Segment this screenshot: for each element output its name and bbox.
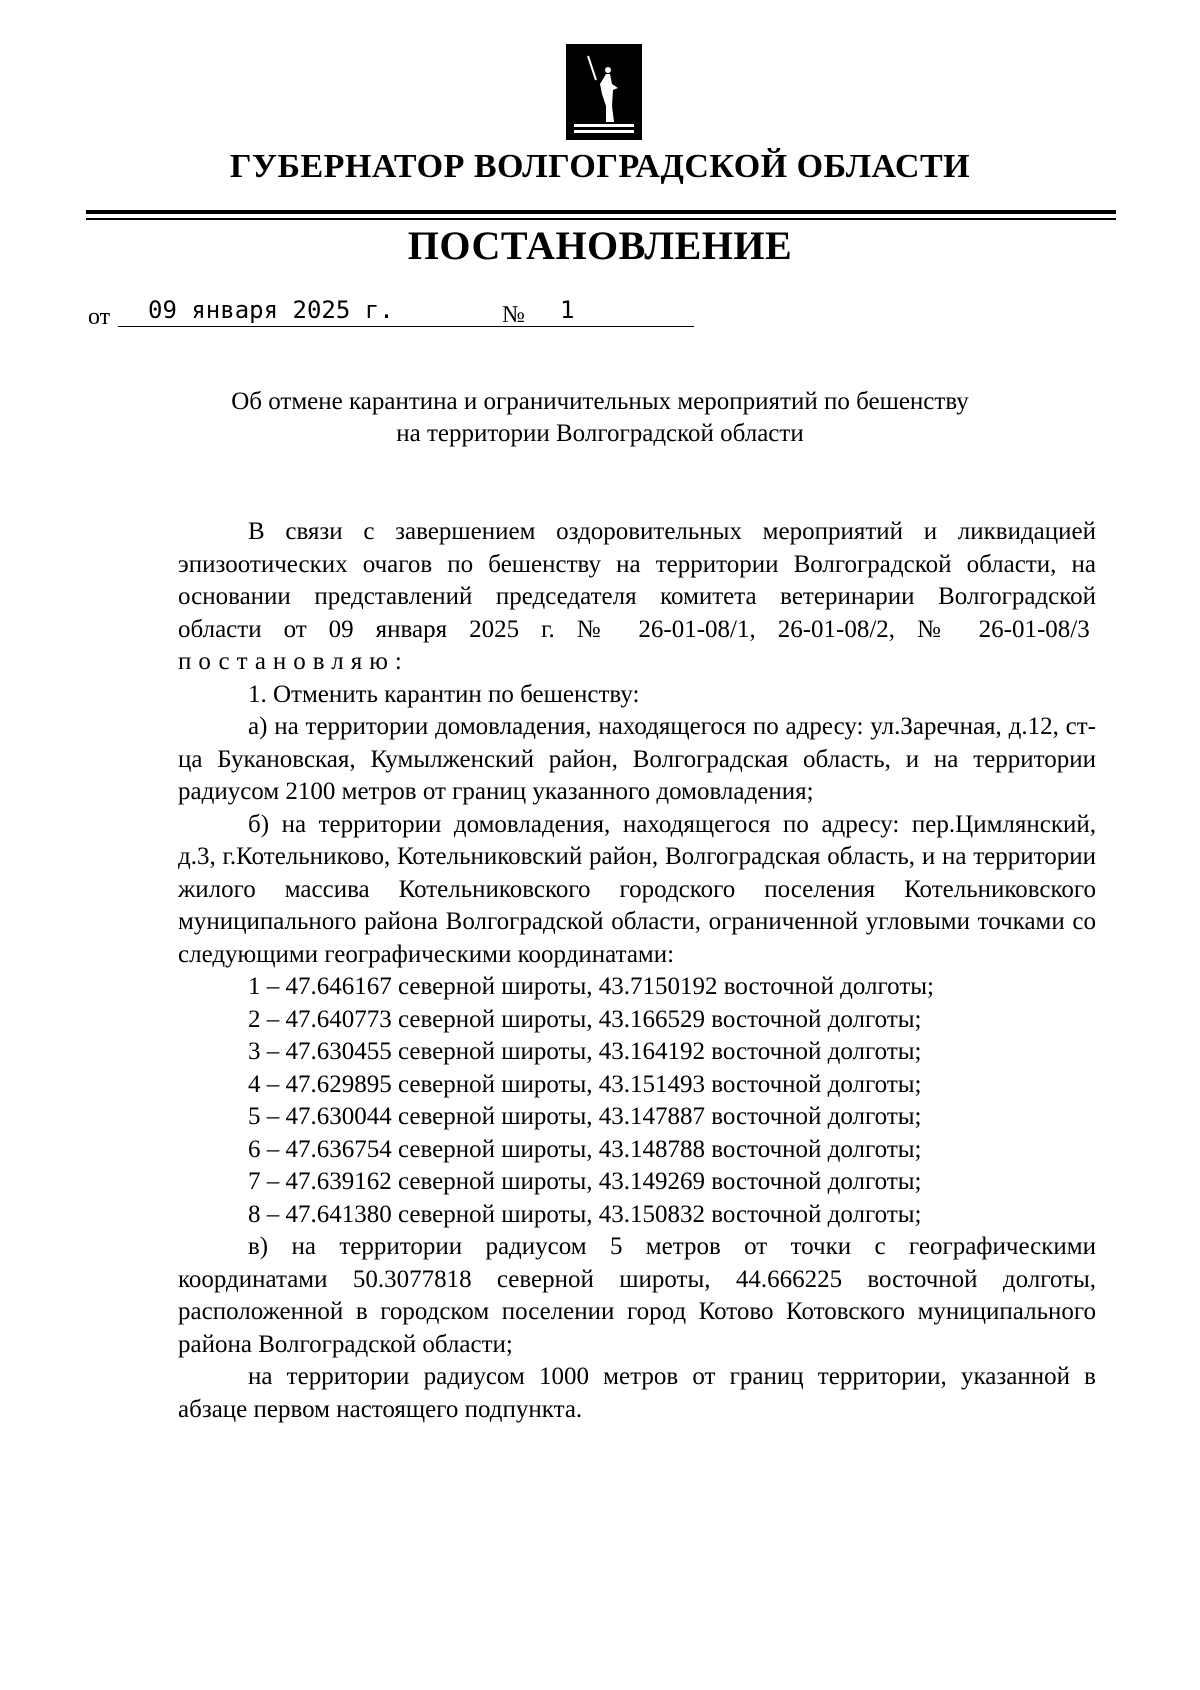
item-v: в) на территории радиусом 5 метров от точки с географическими координатами 50.3077818 северной широты, 44.666225 восточной долготы, расположенной в городском поселении город Котово Котовского муниципального района Волгоградской области; <box>178 1233 1096 1358</box>
number-label: № <box>502 302 525 328</box>
coordinate-line: 1 – 47.646167 северной широты, 43.7150192 восточной долготы; <box>248 973 934 1000</box>
coordinate-line: 7 – 47.639162 северной широты, 43.149269 восточной долготы; <box>248 1168 922 1195</box>
document-body <box>178 516 1096 1426</box>
motherland-statue-icon <box>566 44 642 140</box>
issuer-title: ГУБЕРНАТОР ВОЛГОГРАДСКОЙ ОБЛАСТИ <box>229 148 971 185</box>
date-number-line <box>88 296 708 330</box>
header-divider-thick <box>86 210 1116 214</box>
decree-word: постановляю: <box>178 648 409 675</box>
item-b: б) на территории домовладения, находящегося по адресу: пер.Цимлянский, д.3, г.Котельниково, Котельниковский район, Волгоградская область, и на территории жилого массива Котельниковского городского поселения Котельниковского муниципального района Волгоградской области, ограниченной угловыми точками со следующими географическими координатами: <box>178 810 1096 968</box>
preamble-paragraph <box>178 516 1096 679</box>
coat-of-arms-emblem <box>566 44 642 140</box>
preamble-text: В связи с завершением оздоровительных мероприятий и ликвидацией эпизоотических очагов по бешенству на территории Волгоградской области, на основании представлений председателя комитета ветеринарии Волгоградской области от 09 января 2025 г. № 26-01-08/1, 26-01-08/2, № 26-01-08/3 <box>178 518 1096 643</box>
item-1: 1. Отменить карантин по бешенству: <box>248 680 640 708</box>
document-type-title: ПОСТАНОВЛЕНИЕ <box>407 223 793 268</box>
coordinate-line: 8 – 47.641380 северной широты, 43.150832 восточной долготы; <box>248 1200 922 1228</box>
document-subject <box>0 386 1200 450</box>
date-from-label: от <box>88 304 111 330</box>
number-value: 1 <box>560 296 575 324</box>
number-field <box>536 296 694 327</box>
item-a: а) на территории домовладения, находящегося по адресу: ул.Заречная, д.12, ст-ца Букановская, Кумылженский район, Волгоградская область, и на территории радиусом 2100 метров от границ указанного домовладения; <box>178 713 1096 805</box>
coordinate-line: 6 – 47.636754 северной широты, 43.148788 восточной долготы; <box>248 1135 922 1163</box>
coordinate-line: 4 – 47.629895 северной широты, 43.151493 восточной долготы; <box>248 1070 922 1098</box>
coordinate-line: 5 – 47.630044 северной широты, 43.147887 восточной долготы; <box>248 1103 922 1130</box>
date-value: 09 января 2025 г. <box>148 296 394 324</box>
coordinate-line: 3 – 47.630455 северной широты, 43.164192 восточной долготы; <box>248 1038 922 1065</box>
coordinate-line: 2 – 47.640773 северной широты, 43.166529 восточной долготы; <box>248 1005 922 1033</box>
header-divider-thin <box>86 218 1116 220</box>
subject-line-2: на территории Волгоградской области <box>396 420 804 447</box>
item-v-paragraph-2: на территории радиусом 1000 метров от границ территории, указанной в абзаце первом настоящего подпункта. <box>178 1363 1096 1423</box>
subject-line-1: Об отмене карантина и ограничительных мероприятий по бешенству <box>231 388 969 415</box>
